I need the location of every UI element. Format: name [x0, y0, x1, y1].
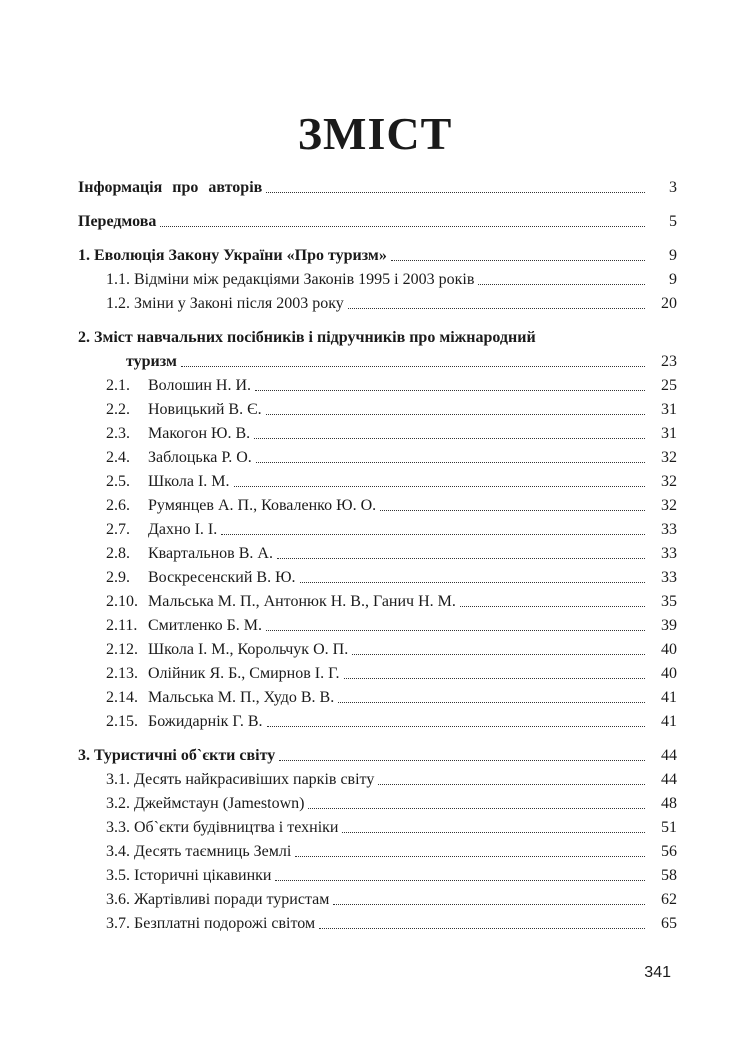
toc-page-number: 31: [661, 401, 677, 418]
toc-page-number: 58: [661, 867, 677, 884]
toc-page-number: 41: [661, 713, 677, 730]
toc-entry-section-1[interactable]: [78, 242, 677, 266]
leader-dots: [308, 808, 645, 809]
toc-entry-section-2[interactable]: [78, 324, 677, 348]
toc-entry-2-7[interactable]: [78, 516, 677, 540]
toc-entry-2-4[interactable]: [78, 444, 677, 468]
toc-entry-text: 3.7. Безплатні подорожі світом: [106, 915, 316, 932]
toc-entry-section-2-continued[interactable]: [78, 348, 677, 372]
toc-entry-number: 2.12.: [106, 641, 138, 658]
toc-entry-text: 3.1. Десять найкрасивіших парків світу: [106, 771, 375, 788]
toc-entry-text: Передмова: [78, 213, 157, 230]
toc-page-number: 44: [661, 771, 677, 788]
toc-entry-3-7[interactable]: [78, 910, 677, 934]
toc-entry-text: [106, 400, 266, 420]
leader-dots: [478, 284, 645, 285]
toc-entry-3-2[interactable]: [78, 790, 677, 814]
toc-entry-number: 2.4.: [106, 449, 130, 466]
toc-entry-text: [106, 712, 267, 732]
toc-page-number: 3: [669, 179, 677, 196]
toc-page-number: 51: [661, 819, 677, 836]
toc-entry-number: 2.14.: [106, 689, 138, 706]
toc-entry-2-2[interactable]: [78, 396, 677, 420]
toc-entry-text: 3.3. Об`єкти будівництва і техніки: [106, 819, 339, 836]
leader-dots: [267, 726, 645, 727]
toc-entry-title: Заблоцька Р. О.: [148, 449, 252, 466]
leader-dots: [275, 880, 645, 881]
toc-entry-number: 2.3.: [106, 425, 130, 442]
toc-entry-3-3[interactable]: [78, 814, 677, 838]
toc-entry-text: [106, 664, 344, 684]
leader-dots: [460, 606, 645, 607]
toc-entry-text: [106, 496, 380, 516]
table-of-contents: [78, 174, 677, 934]
toc-page-number: 20: [661, 295, 677, 312]
toc-entry-2-12[interactable]: [78, 636, 677, 660]
toc-entry-text: [106, 376, 255, 396]
page-number: 341: [644, 964, 671, 981]
leader-dots: [266, 414, 645, 415]
leader-dots: [181, 366, 645, 367]
toc-entry-text: [106, 424, 254, 444]
toc-entry-number: 2.2.: [106, 401, 130, 418]
leader-dots: [300, 582, 645, 583]
toc-page-number: 32: [661, 473, 677, 490]
toc-entry-section-3[interactable]: [78, 742, 677, 766]
leader-dots: [319, 928, 645, 929]
section-3-list: [78, 766, 677, 934]
toc-entry-2-6[interactable]: [78, 492, 677, 516]
leader-dots: [342, 832, 645, 833]
leader-dots: [333, 904, 645, 905]
toc-entry-title: Волошин Н. И.: [148, 377, 251, 394]
toc-entry-text: [106, 640, 352, 660]
toc-entry-text: [106, 688, 338, 708]
toc-entry-text: 3.5. Історичні цікавинки: [106, 867, 272, 884]
toc-entry-2-9[interactable]: [78, 564, 677, 588]
toc-entry-title: Мальська М. П., Худо В. В.: [148, 689, 335, 706]
toc-entry-number: 2.10.: [106, 593, 138, 610]
toc-page-number: 62: [661, 891, 677, 908]
section-2-list: [78, 372, 677, 732]
leader-dots: [221, 534, 645, 535]
toc-page-number: 65: [661, 915, 677, 932]
toc-page-number: 56: [661, 843, 677, 860]
leader-dots: [160, 226, 645, 227]
toc-entry-text: [106, 472, 234, 492]
toc-page-number: 23: [661, 353, 677, 370]
toc-page-number: 44: [661, 747, 677, 764]
toc-entry-number: 2.15.: [106, 713, 138, 730]
toc-entry-title: Школа І. М.: [148, 473, 230, 490]
toc-entry-text: [106, 568, 300, 588]
toc-entry-2-5[interactable]: [78, 468, 677, 492]
toc-entry-text: 1.2. Зміни у Законі після 2003 року: [106, 295, 344, 312]
toc-entry-3-4[interactable]: [78, 838, 677, 862]
leader-dots: [338, 702, 645, 703]
toc-entry-text: 1. Еволюція Закону України «Про туризм»: [78, 247, 387, 264]
toc-entry-2-8[interactable]: [78, 540, 677, 564]
toc-entry-number: 2.8.: [106, 545, 130, 562]
toc-page-number: 41: [661, 689, 677, 706]
toc-page-number: 25: [661, 377, 677, 394]
toc-page-number: 32: [661, 497, 677, 514]
toc-entry-title: Олійник Я. Б., Смирнов І. Г.: [148, 665, 340, 682]
toc-entry-text: 3.4. Десять таємниць Землі: [106, 843, 292, 860]
toc-entry-title: Мальська М. П., Антонюк Н. В., Ганич Н. М.: [148, 593, 456, 610]
leader-dots: [391, 260, 645, 261]
toc-entry-text: Інформація про авторів: [78, 179, 263, 196]
toc-entry-title: Божидарнік Г. В.: [148, 713, 263, 730]
leader-dots: [295, 856, 645, 857]
toc-entry-text: [106, 592, 460, 612]
toc-page-number: 33: [661, 545, 677, 562]
toc-entry-text: 3.2. Джеймстаун (Jamestown): [106, 795, 305, 812]
toc-entry-number: 2.1.: [106, 377, 130, 394]
toc-entry-preface[interactable]: [78, 208, 677, 232]
toc-entry-3-6[interactable]: [78, 886, 677, 910]
toc-entry-2-1[interactable]: [78, 372, 677, 396]
toc-page-number: 33: [661, 521, 677, 538]
leader-dots: [277, 558, 645, 559]
leader-dots: [279, 760, 645, 761]
toc-entry-2-11[interactable]: [78, 612, 677, 636]
toc-page-number: 5: [669, 213, 677, 230]
toc-entry-title: Новицький В. Є.: [148, 401, 262, 418]
leader-dots: [266, 630, 645, 631]
leader-dots: [256, 462, 645, 463]
toc-entry-text: [106, 448, 256, 468]
toc-entry-title: Смитленко Б. М.: [148, 617, 262, 634]
toc-page-number: 39: [661, 617, 677, 634]
toc-page-number: 33: [661, 569, 677, 586]
toc-entry-2-15[interactable]: [78, 708, 677, 732]
leader-dots: [348, 308, 645, 309]
toc-entry-title: Воскресенский В. Ю.: [148, 569, 296, 586]
toc-entry-title: Румянцев А. П., Коваленко Ю. О.: [148, 497, 377, 514]
toc-entry-text: [106, 544, 277, 564]
toc-entry-title: Квартальнов В. А.: [148, 545, 273, 562]
toc-entry-text: 3. Туристичні об`єкти світу: [78, 747, 276, 764]
page-title: ЗМІСТ: [297, 108, 453, 159]
toc-page-number: 40: [661, 641, 677, 658]
leader-dots: [344, 678, 645, 679]
toc-entry-text: туризм: [126, 353, 177, 370]
toc-page-number: 32: [661, 449, 677, 466]
toc-entry-title: Дахно І. І.: [148, 521, 218, 538]
toc-entry-title: Макогон Ю. В.: [148, 425, 251, 442]
toc-entry-2-3[interactable]: [78, 420, 677, 444]
toc-entry-authors[interactable]: [78, 174, 677, 198]
toc-page-number: 48: [661, 795, 677, 812]
leader-dots: [234, 486, 645, 487]
toc-entry-number: 2.7.: [106, 521, 130, 538]
toc-entry-text: 3.6. Жартівливі поради туристам: [106, 891, 330, 908]
toc-page-number: 9: [669, 271, 677, 288]
toc-entry-number: 2.5.: [106, 473, 130, 490]
leader-dots: [255, 390, 645, 391]
toc-entry-text: [106, 616, 266, 636]
toc-entry-1-1[interactable]: [78, 266, 677, 290]
toc-page-number: 9: [669, 247, 677, 264]
toc-entry-title: Школа І. М., Корольчук О. П.: [148, 641, 349, 658]
toc-entry-text: [106, 520, 221, 540]
toc-page-number: 40: [661, 665, 677, 682]
toc-page-number: 31: [661, 425, 677, 442]
leader-dots: [254, 438, 645, 439]
leader-dots: [378, 784, 645, 785]
toc-entry-1-2[interactable]: [78, 290, 677, 314]
toc-entry-number: 2.11.: [106, 617, 138, 634]
toc-entry-number: 2.13.: [106, 665, 138, 682]
leader-dots: [352, 654, 645, 655]
toc-entry-text: 2. Зміст навчальних посібників і підручників про міжнародний: [78, 329, 536, 346]
leader-dots: [380, 510, 645, 511]
toc-page-number: 35: [661, 593, 677, 610]
toc-entry-number: 2.9.: [106, 569, 130, 586]
toc-entry-3-1[interactable]: [78, 766, 677, 790]
toc-entry-3-5[interactable]: [78, 862, 677, 886]
toc-entry-2-14[interactable]: [78, 684, 677, 708]
toc-entry-2-10[interactable]: [78, 588, 677, 612]
toc-entry-text: 1.1. Відміни між редакціями Законів 1995 і 2003 років: [106, 271, 475, 288]
toc-entry-2-13[interactable]: [78, 660, 677, 684]
leader-dots: [266, 192, 645, 193]
toc-entry-number: 2.6.: [106, 497, 130, 514]
